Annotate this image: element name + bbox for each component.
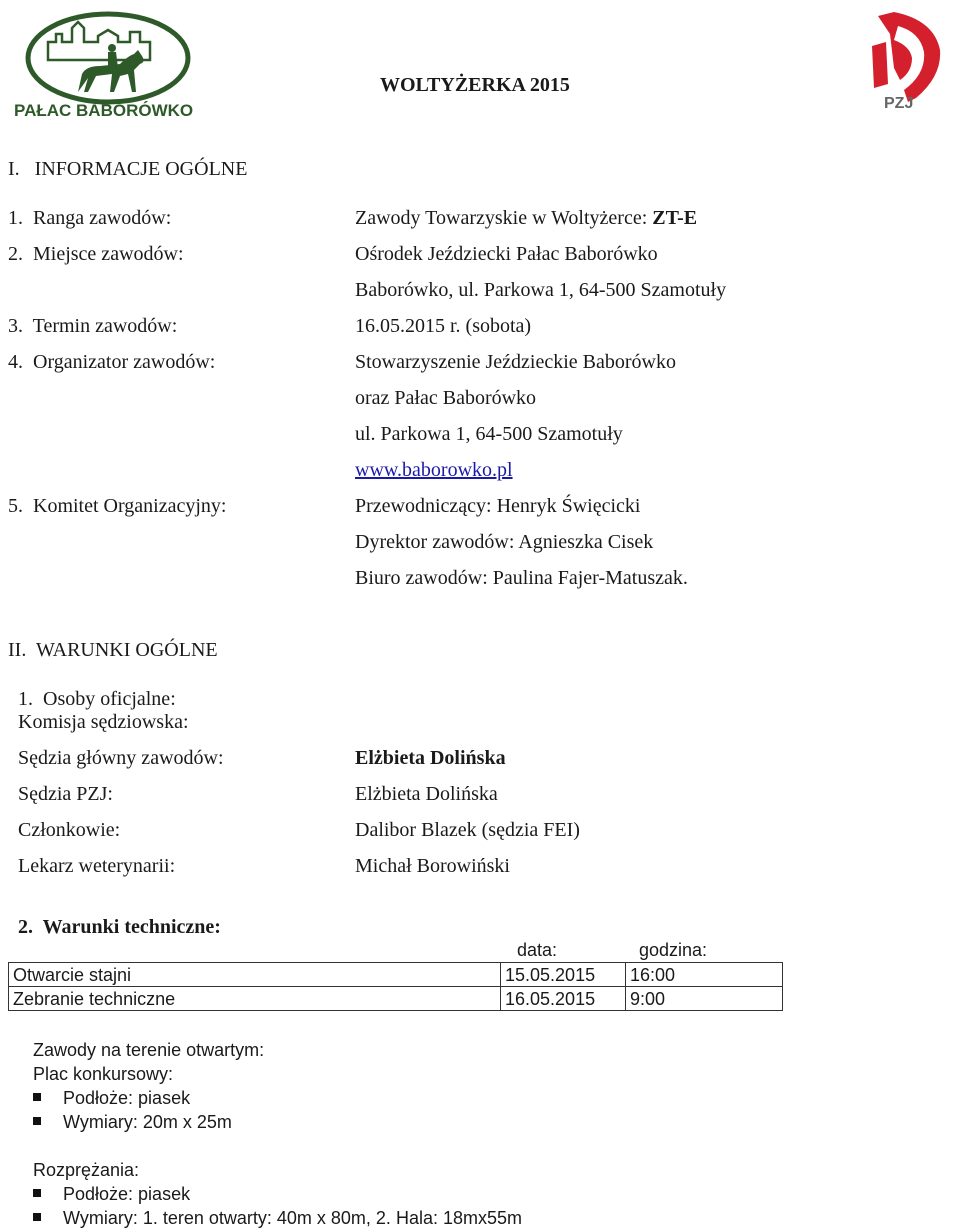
venue-bullet-1-text: Podłoże: piasek bbox=[63, 1088, 191, 1108]
item2-line2: Baborówko, ul. Parkowa 1, 64-500 Szamotuły bbox=[355, 279, 727, 301]
item5-line2: Dyrektor zawodów: Agnieszka Cisek bbox=[355, 531, 654, 553]
item4-line1: Stowarzyszenie Jeździeckie Baborówko bbox=[355, 351, 676, 373]
venue-bullet-2-text: Wymiary: 20m x 25m bbox=[63, 1112, 232, 1132]
item5-label: 5. Komitet Organizacyjny: bbox=[8, 495, 227, 517]
official-role-3: Członkowie: bbox=[18, 819, 121, 841]
document-title: WOLTYŻERKA 2015 bbox=[380, 74, 570, 96]
palac-baborowko-wordmark: PAŁAC BABORÓWKO bbox=[14, 101, 194, 120]
pzj-logo bbox=[864, 6, 950, 118]
official-name-1: Elżbieta Dolińska bbox=[355, 747, 506, 769]
item1-value-text: Zawody Towarzyskie w Woltyżerce: bbox=[355, 207, 653, 229]
official-name-3: Dalibor Blazek (sędzia FEI) bbox=[355, 819, 580, 841]
section1-heading: I. INFORMACJE OGÓLNE bbox=[8, 158, 248, 180]
item2-label: 2. Miejsce zawodów: bbox=[8, 243, 184, 265]
warmup-heading: Rozprężania: bbox=[33, 1160, 140, 1180]
item4-line3: ul. Parkowa 1, 64-500 Szamotuły bbox=[355, 423, 623, 445]
table-cell-date: 15.05.2015 bbox=[501, 963, 626, 987]
warmup-bullet-1-text: Podłoże: piasek bbox=[63, 1184, 191, 1204]
venue-bullet-2 bbox=[33, 1113, 232, 1131]
item3-label: 3. Termin zawodów: bbox=[8, 315, 178, 337]
tech-heading: 2. Warunki techniczne: bbox=[18, 916, 221, 938]
item1-value-rank: ZT-E bbox=[652, 207, 698, 229]
venue-line2: Plac konkursowy: bbox=[33, 1064, 174, 1084]
warmup-bullet-1 bbox=[33, 1185, 190, 1203]
table-cell-event: Otwarcie stajni bbox=[9, 963, 501, 987]
table-col-date: data: bbox=[517, 940, 558, 960]
official-name-4: Michał Borowiński bbox=[355, 855, 510, 877]
table-cell-date: 16.05.2015 bbox=[501, 987, 626, 1011]
committee-label: Komisja sędziowska: bbox=[18, 711, 189, 733]
item1-value bbox=[355, 208, 697, 228]
warmup-bullet-2-text: Wymiary: 1. teren otwarty: 40m x 80m, 2. Hala: 18mx55m bbox=[63, 1208, 522, 1228]
table-cell-time: 16:00 bbox=[626, 963, 783, 987]
table-cell-time: 9:00 bbox=[626, 987, 783, 1011]
official-role-4: Lekarz weterynarii: bbox=[18, 855, 176, 877]
official-role-1: Sędzia główny zawodów: bbox=[18, 747, 224, 769]
official-name-2: Elżbieta Dolińska bbox=[355, 783, 498, 805]
table-col-time: godzina: bbox=[639, 940, 708, 960]
technical-schedule-table bbox=[8, 962, 783, 1011]
warmup-bullet-2 bbox=[33, 1209, 522, 1227]
official-role-2: Sędzia PZJ: bbox=[18, 783, 113, 805]
item5-line1: Przewodniczący: Henryk Święcicki bbox=[355, 495, 641, 517]
table-row bbox=[9, 963, 783, 987]
item1-label: 1. Ranga zawodów: bbox=[8, 207, 172, 229]
bullet-marker bbox=[33, 1189, 41, 1197]
item3-value: 16.05.2015 r. (sobota) bbox=[355, 315, 532, 337]
table-row bbox=[9, 987, 783, 1011]
organizer-website-link[interactable]: www.baborowko.pl bbox=[355, 459, 513, 481]
section2-heading: II. WARUNKI OGÓLNE bbox=[8, 639, 218, 661]
item4-label: 4. Organizator zawodów: bbox=[8, 351, 216, 373]
venue-line1: Zawody na terenie otwartym: bbox=[33, 1040, 265, 1060]
item4-line2: oraz Pałac Baborówko bbox=[355, 387, 537, 409]
table-cell-event: Zebranie techniczne bbox=[9, 987, 501, 1011]
bullet-marker bbox=[33, 1117, 41, 1125]
officials-heading: 1. Osoby oficjalne: bbox=[18, 688, 176, 710]
item5-line3: Biuro zawodów: Paulina Fajer-Matuszak. bbox=[355, 567, 688, 589]
bullet-marker bbox=[33, 1213, 41, 1221]
venue-bullet-1 bbox=[33, 1089, 190, 1107]
item2-line1: Ośrodek Jeździecki Pałac Baborówko bbox=[355, 243, 658, 265]
pzj-wordmark: PZJ bbox=[884, 95, 914, 112]
bullet-marker bbox=[33, 1093, 41, 1101]
palac-baborowko-logo bbox=[8, 8, 208, 124]
